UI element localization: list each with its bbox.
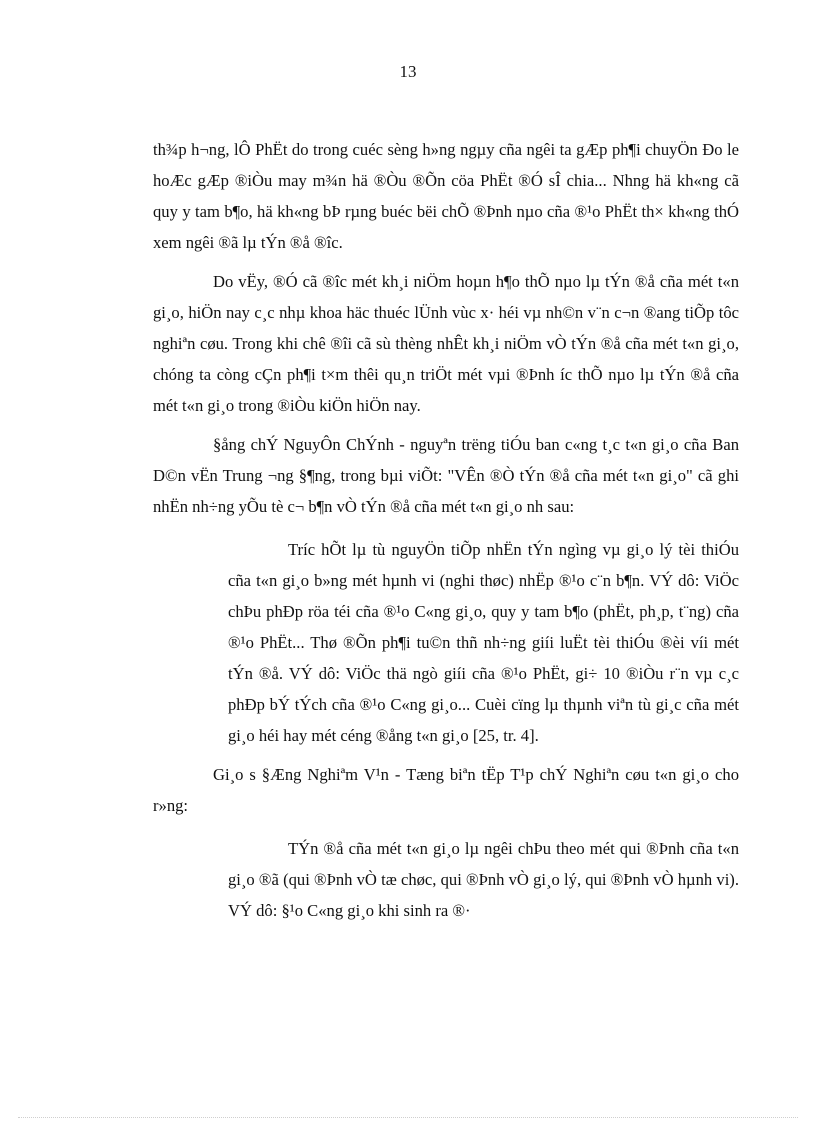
document-body	[153, 134, 739, 934]
paragraph-definition-believer: Do vËy, ®Ó cã ®îc mét kh¸i niÖm hoµn h¶o thÕ nµo lµ tÝn ®å cña mét t«n gi¸o, hiÖn nay c¸c nhµ khoa häc thuéc lÜnh vùc x· héi vµ nh©n v¨n c¬n ®ang tiÕp tôc nghiªn cøu. Trong khi chê ®îi cã sù thèng nhÊt kh¸i niÖm vÒ tÝn ®å cña mét t«n gi¸o, chóng ta còng cÇn ph¶i t×m thêi qu¸n triÖt mét vµi ®Þnh íc thÕ nµo lµ tÝn ®å cña mét t«n gi¸o trong ®iÒu kiÖn hiÖn nay.	[153, 272, 739, 415]
paragraph-continued: th¾p h¬ng, lÔ PhËt do trong cuéc sèng h»ng ngµy cña ngêi ta gÆp ph¶i chuyÖn Ðo le hoÆc gÆp ®iÒu may m¾n hä ®Òu ®Õn cöa PhËt ®Ó sÎ chia... Nhng hä kh«ng cã quy y tam b¶o, hä kh«ng bÞ rµng buéc bëi chÕ ®Þnh nµo cña ®¹o PhËt th× kh«ng thÓ xem ngêi ®ã lµ tÝn ®å ®îc.	[153, 140, 739, 252]
paragraph-dang-nghiem-van: Gi¸o s §Æng Nghiªm V¹n - Tæng biªn tËp T¹p chÝ Nghiªn cøu t«n gi¸o cho r»ng:	[153, 765, 739, 815]
page-bottom-divider	[18, 1117, 798, 1118]
block-quote-dang-nghiem-van: TÝn ®å cña mét t«n gi¸o lµ ngêi chÞu theo mét qui ®Þnh cña t«n gi¸o ®ã (qui ®Þnh vÒ tæ chøc, qui ®Þnh vÒ gi¸o lý, qui ®Þnh vÒ hµnh vi). VÝ dô: §¹o C«ng gi¸o khi sinh ra ®·	[228, 839, 739, 920]
block-quote-nguyen-chinh: Tríc hÕt lµ tù nguyÖn tiÕp nhËn tÝn ngìng vµ gi¸o lý tèi thiÓu cña t«n gi¸o b»ng mét hµnh vi (nghi thøc) nhËp ®¹o c¨n b¶n. VÝ dô: ViÖc chÞu phÐp röa téi cña ®¹o C«ng gi¸o, quy y tam b¶o (phËt, ph¸p, t¨ng) cña ®¹o PhËt... Thø ®Õn ph¶i tu©n thñ nh÷ng giíi luËt tèi thiÓu ®èi víi mét tÝn ®å. VÝ dô: ViÖc thä ngò giíi cña ®¹o PhËt, gi÷ 10 ®iÒu r¨n vµ c¸c phÐp bÝ tÝch cña ®¹o C«ng gi¸o... Cuèi cïng lµ thµnh viªn tù gi¸c cña mét gi¸o héi hay mét céng ®ång t«n gi¸o [25, tr. 4].	[228, 540, 739, 745]
page-number: 13	[399, 62, 417, 81]
paragraph-nguyen-chinh: §ång chÝ NguyÔn ChÝnh - nguyªn trëng tiÓu ban c«ng t¸c t«n gi¸o cña Ban D©n vËn Trung ¬ng §¶ng, trong bµi viÕt: "VÊn ®Ò tÝn ®å cña mét t«n gi¸o" cã ghi nhËn nh÷ng yÕu tè c¬ b¶n vÒ tÝn ®å cña mét t«n gi¸o nh sau:	[153, 435, 739, 516]
